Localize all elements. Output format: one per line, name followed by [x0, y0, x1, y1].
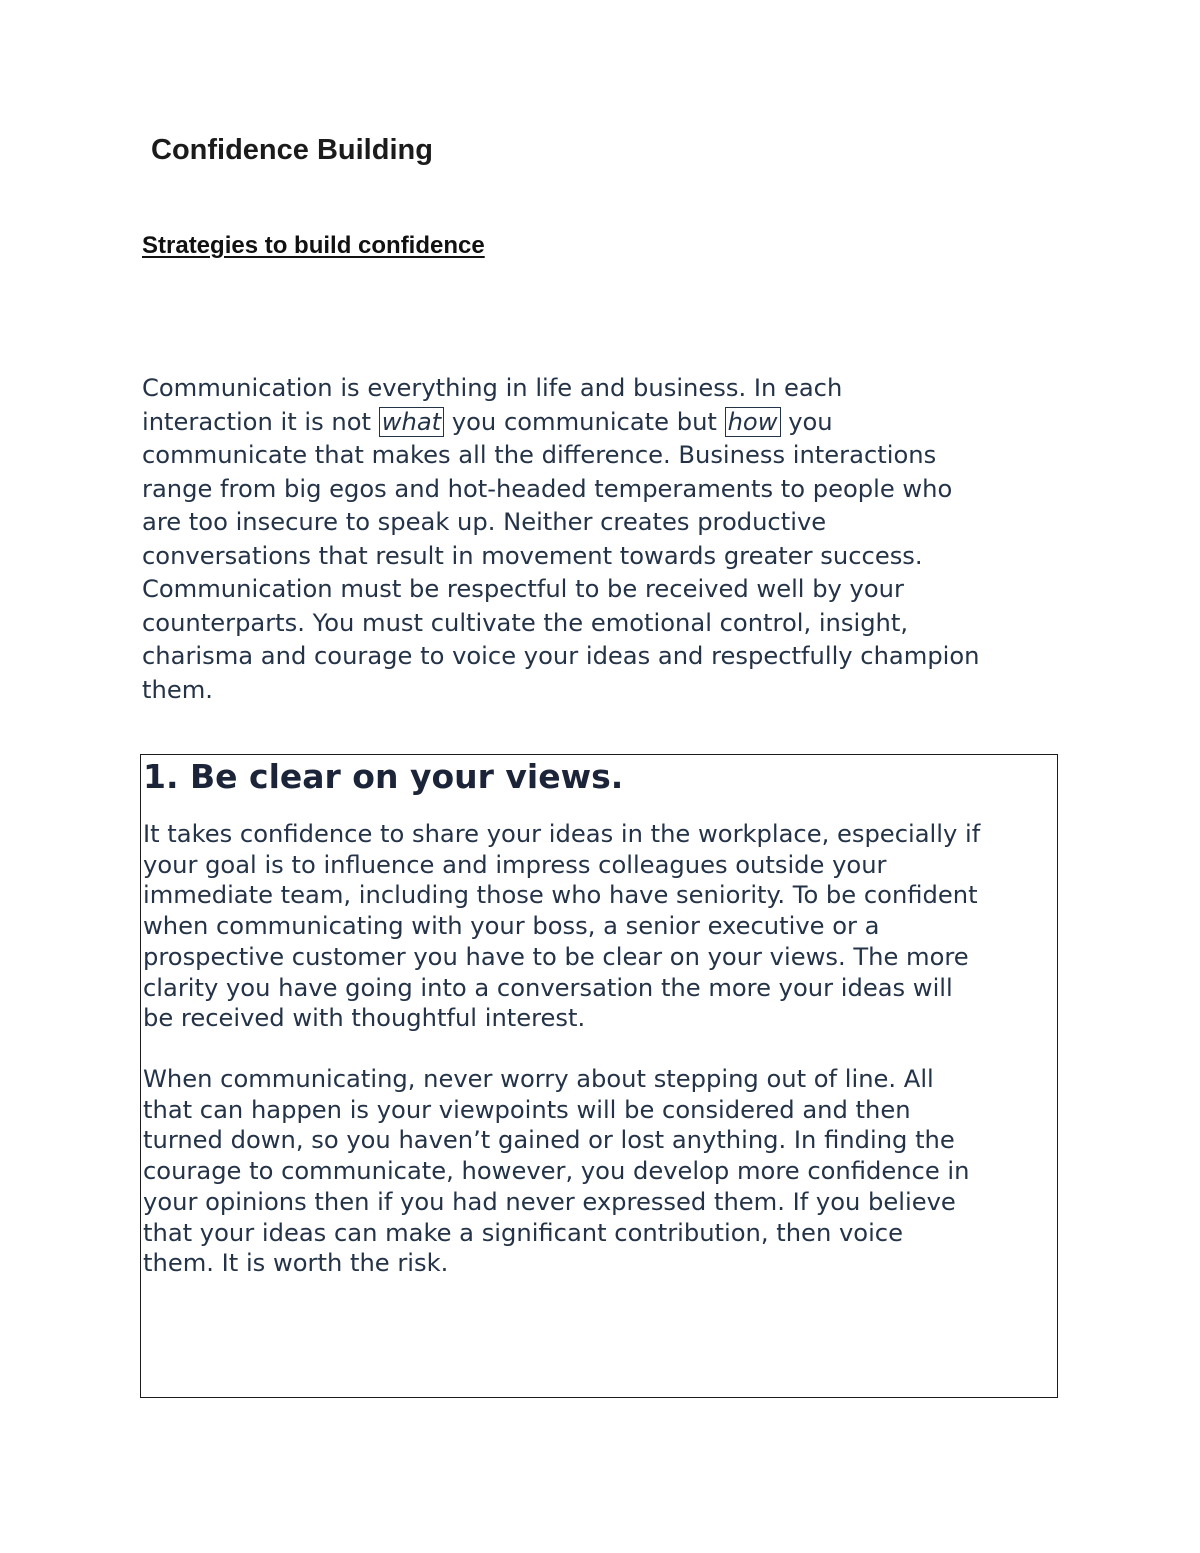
intro-text: you communicate but	[444, 407, 725, 436]
paragraph-line: immediate team, including those who have seniority. To be confident	[143, 881, 978, 910]
intro-paragraph	[142, 372, 1072, 707]
boxed-word-how: how	[725, 407, 781, 437]
intro-text: interaction it is not	[142, 407, 379, 436]
intro-line: charisma and courage to voice your ideas and respectfully champion	[142, 642, 980, 670]
intro-line: counterparts. You must cultivate the emotional control, insight,	[142, 608, 909, 637]
paragraph-line: When communicating, never worry about stepping out of line. All	[143, 1065, 934, 1093]
intro-line: range from big egos and hot-headed temperaments to people who	[142, 474, 953, 503]
intro-line: Communication must be respectful to be received well by your	[142, 575, 904, 603]
section-paragraph-2	[143, 1064, 969, 1279]
intro-line: are too insecure to speak up. Neither creates productive	[142, 508, 827, 536]
paragraph-line: that can happen is your viewpoints will be considered and then	[143, 1095, 911, 1124]
paragraph-line: that your ideas can make a significant contribution, then voice	[143, 1218, 903, 1247]
intro-line: them.	[142, 675, 213, 704]
boxed-word-what: what	[379, 407, 444, 437]
intro-line: conversations that result in movement towards greater success.	[142, 541, 923, 570]
intro-line	[142, 406, 1072, 440]
paragraph-line: clarity you have going into a conversation the more your ideas will	[143, 973, 953, 1002]
document-subtitle: Strategies to build confidence	[142, 232, 485, 259]
section-paragraph-1	[143, 819, 980, 1034]
paragraph-line: them. It is worth the risk.	[143, 1249, 449, 1278]
section-text-box	[140, 754, 1058, 1398]
paragraph-line: your goal is to influence and impress colleagues outside your	[143, 850, 887, 879]
section-heading: 1. Be clear on your views.	[143, 757, 624, 796]
paragraph-line: turned down, so you haven’t gained or lost anything. In finding the	[143, 1126, 955, 1155]
paragraph-line: be received with thoughtful interest.	[143, 1004, 586, 1033]
paragraph-line: when communicating with your boss, a senior executive or a	[143, 912, 880, 941]
intro-line: communicate that makes all the difference. Business interactions	[142, 441, 937, 469]
paragraph-line: prospective customer you have to be clear on your views. The more	[143, 942, 969, 971]
intro-line: Communication is everything in life and business. In each	[142, 374, 843, 402]
paragraph-line: courage to communicate, however, you develop more confidence in	[143, 1157, 970, 1186]
intro-text: you	[780, 407, 833, 436]
document-title: Confidence Building	[151, 134, 433, 166]
paragraph-line: It takes confidence to share your ideas in the workplace, especially if	[143, 820, 981, 848]
paragraph-line: your opinions then if you had never expressed them. If you believe	[143, 1187, 956, 1216]
